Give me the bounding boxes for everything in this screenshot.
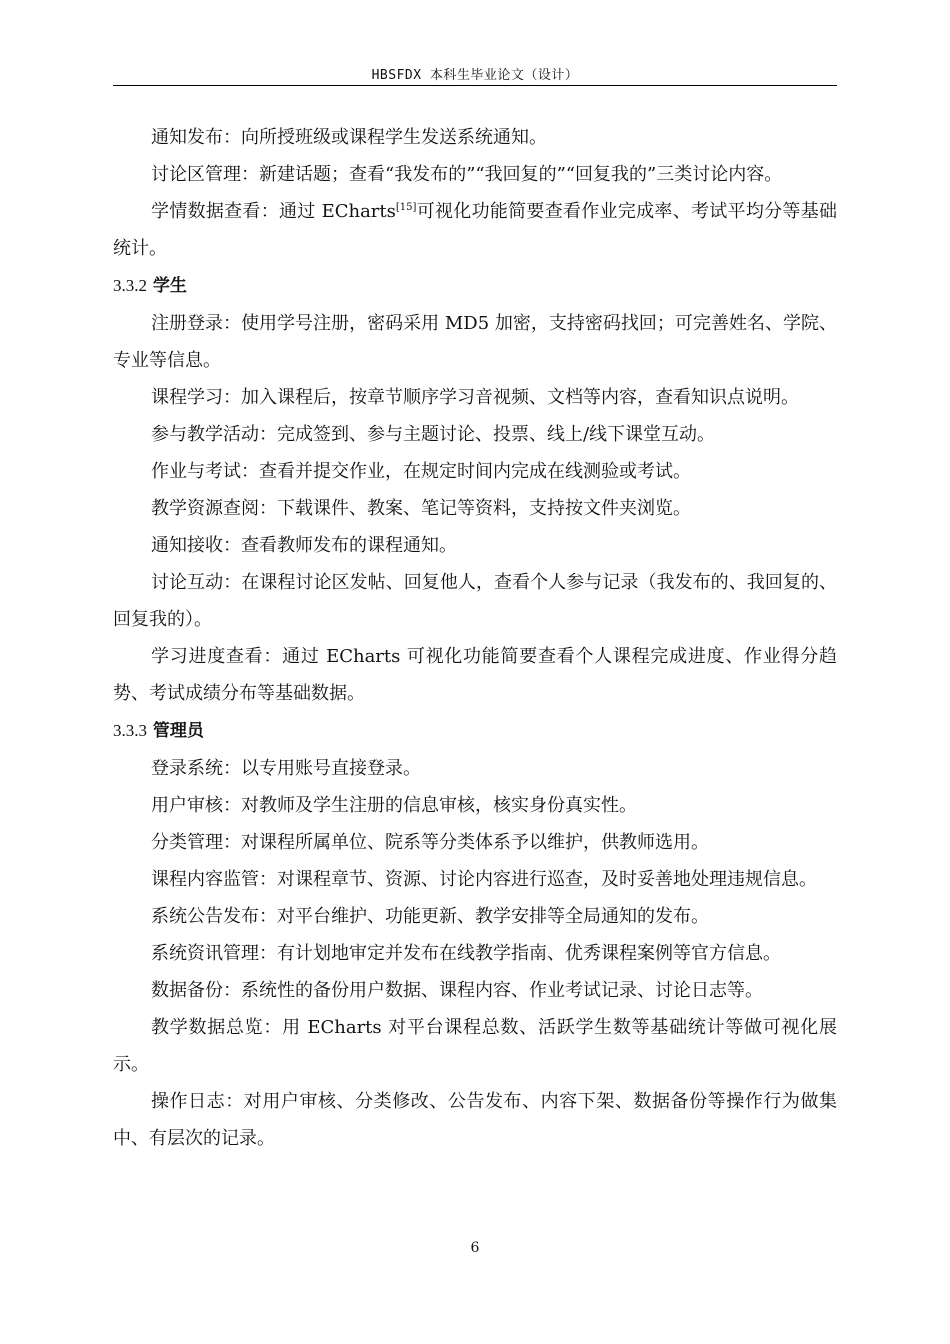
paragraph: 系统资讯管理：有计划地审定并发布在线教学指南、优秀课程案例等官方信息。 <box>151 943 781 964</box>
paragraph: 讨论区管理：新建话题；查看“我发布的”“我回复的”“回复我的”三类讨论内容。 <box>151 164 783 185</box>
paragraph: 教学资源查阅：下载课件、教案、笔记等资料，支持按文件夹浏览。 <box>151 498 691 519</box>
paragraph: 作业与考试：查看并提交作业，在规定时间内完成在线测验或考试。 <box>151 461 691 482</box>
paragraph: 学习进度查看：通过 ECharts 可视化功能简要查看个人课程完成进度、作业得分趋势、考试成绩分布等基础数据。 <box>113 646 837 704</box>
paragraph: 讨论互动：在课程讨论区发帖、回复他人，查看个人参与记录（我发布的、我回复的、回复我的）。 <box>113 572 837 630</box>
page-number: 6 <box>470 1240 480 1256</box>
paragraph: 操作日志：对用户审核、分类修改、公告发布、内容下架、数据备份等操作行为做集中、有层次的记录。 <box>113 1091 837 1149</box>
paragraph: 通知发布：向所授班级或课程学生发送系统通知。 <box>151 127 547 148</box>
paragraph: 分类管理：对课程所属单位、院系等分类体系予以维护，供教师选用。 <box>151 832 709 853</box>
paragraph-text: 可视化功能简要查看作业完成率、考试平均分等基础统计。 <box>113 201 837 259</box>
section-title: 学生 <box>152 276 187 296</box>
paragraph: 系统公告发布：对平台维护、功能更新、教学安排等全局通知的发布。 <box>151 906 709 927</box>
paragraph: 登录系统：以专用账号直接登录。 <box>151 758 421 779</box>
section-heading <box>113 267 837 305</box>
body-text <box>113 119 837 1157</box>
paragraph: 用户审核：对教师及学生注册的信息审核，核实身份真实性。 <box>151 795 637 816</box>
section-number: 3.3.3 <box>113 721 147 740</box>
citation-marker: [15] <box>395 202 417 213</box>
section-title: 管理员 <box>152 721 204 741</box>
header-rule <box>113 85 837 86</box>
paragraph <box>113 193 837 267</box>
paragraph: 课程学习：加入课程后，按章节顺序学习音视频、文档等内容，查看知识点说明。 <box>151 387 799 408</box>
paragraph: 教学数据总览：用 ECharts 对平台课程总数、活跃学生数等基础统计等做可视化展示。 <box>113 1017 837 1075</box>
running-header: HBSFDX 本科生毕业论文（设计） <box>371 68 579 83</box>
paragraph: 注册登录：使用学号注册，密码采用 MD5 加密，支持密码找回；可完善姓名、学院、专业等信息。 <box>113 313 837 371</box>
paragraph: 参与教学活动：完成签到、参与主题讨论、投票、线上/线下课堂互动。 <box>151 424 716 445</box>
section-heading <box>113 712 837 750</box>
section-number: 3.3.2 <box>113 276 147 295</box>
paragraph-text: 学情数据查看：通过 ECharts <box>151 201 396 222</box>
paragraph: 课程内容监管：对课程章节、资源、讨论内容进行巡查，及时妥善地处理违规信息。 <box>151 869 817 890</box>
paragraph: 通知接收：查看教师发布的课程通知。 <box>151 535 457 556</box>
paragraph: 数据备份：系统性的备份用户数据、课程内容、作业考试记录、讨论日志等。 <box>151 980 763 1001</box>
